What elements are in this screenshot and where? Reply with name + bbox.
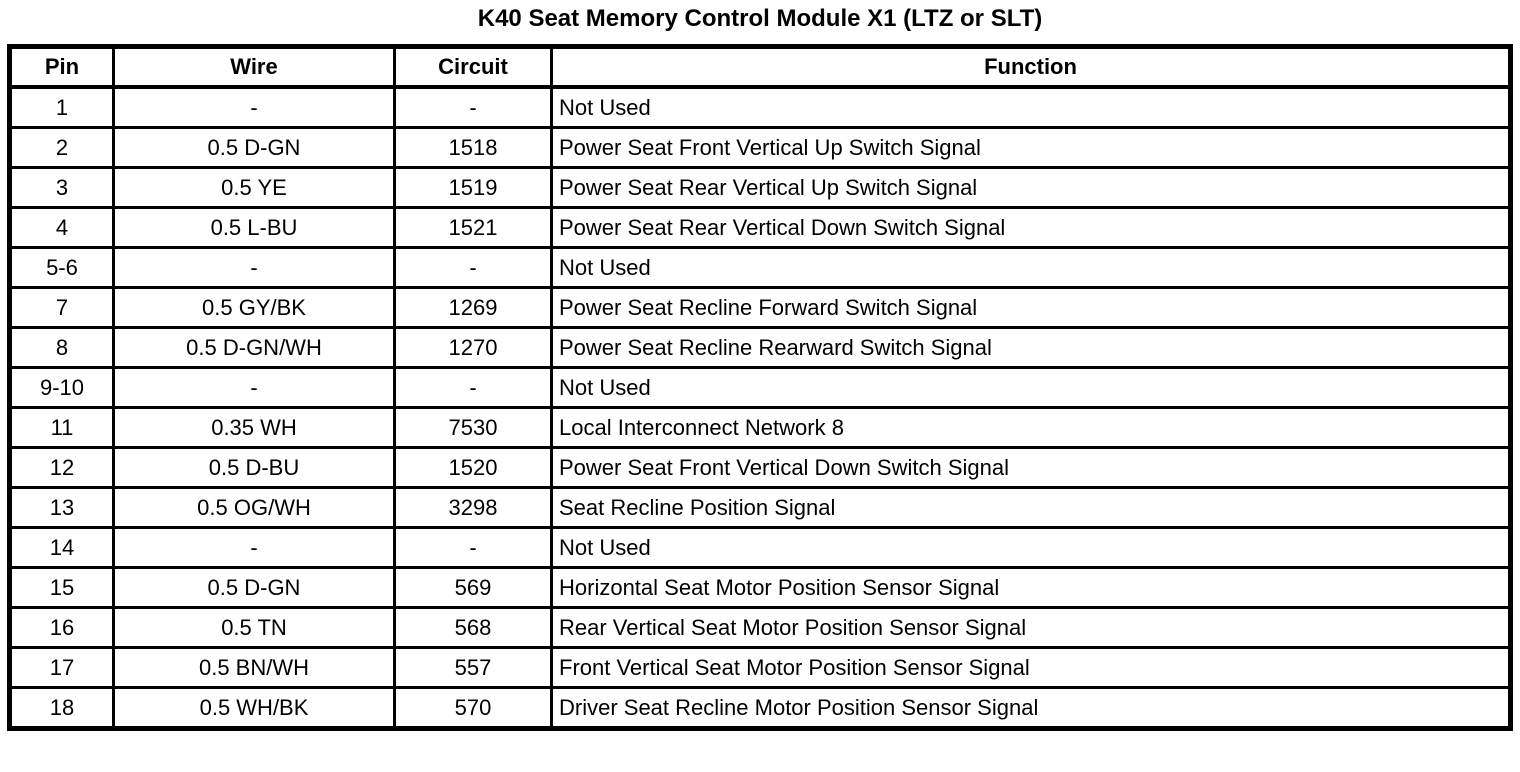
cell-pin: 18	[10, 688, 114, 729]
cell-function: Power Seat Recline Rearward Switch Signal	[552, 328, 1511, 368]
cell-circuit: 557	[395, 648, 552, 688]
cell-circuit: 569	[395, 568, 552, 608]
cell-circuit: 3298	[395, 488, 552, 528]
cell-wire: 0.5 WH/BK	[114, 688, 395, 729]
cell-pin: 1	[10, 87, 114, 128]
cell-function: Seat Recline Position Signal	[552, 488, 1511, 528]
cell-circuit: 1519	[395, 168, 552, 208]
cell-circuit: 568	[395, 608, 552, 648]
cell-function: Driver Seat Recline Motor Position Sensor Signal	[552, 688, 1511, 729]
cell-function: Not Used	[552, 528, 1511, 568]
table-row	[10, 368, 1511, 408]
cell-circuit: -	[395, 368, 552, 408]
column-header-pin: Pin	[10, 47, 114, 88]
pinout-table-body	[10, 87, 1511, 729]
column-header-circuit: Circuit	[395, 47, 552, 88]
cell-circuit: 7530	[395, 408, 552, 448]
table-row	[10, 328, 1511, 368]
column-header-function: Function	[552, 47, 1511, 88]
table-row	[10, 168, 1511, 208]
cell-circuit: -	[395, 248, 552, 288]
cell-wire: 0.5 BN/WH	[114, 648, 395, 688]
table-row	[10, 408, 1511, 448]
pinout-table	[7, 44, 1513, 731]
cell-wire: 0.5 D-GN/WH	[114, 328, 395, 368]
cell-pin: 2	[10, 128, 114, 168]
cell-wire: 0.5 D-GN	[114, 568, 395, 608]
header-row	[10, 47, 1511, 88]
cell-pin: 8	[10, 328, 114, 368]
cell-pin: 16	[10, 608, 114, 648]
cell-pin: 9-10	[10, 368, 114, 408]
table-header	[10, 47, 1511, 88]
cell-function: Local Interconnect Network 8	[552, 408, 1511, 448]
cell-pin: 7	[10, 288, 114, 328]
cell-function: Power Seat Recline Forward Switch Signal	[552, 288, 1511, 328]
cell-wire: 0.5 L-BU	[114, 208, 395, 248]
table-row	[10, 208, 1511, 248]
page-title: K40 Seat Memory Control Module X1 (LTZ or SLT)	[477, 5, 1043, 32]
table-row	[10, 288, 1511, 328]
cell-circuit: -	[395, 528, 552, 568]
table-row	[10, 87, 1511, 128]
cell-circuit: 1269	[395, 288, 552, 328]
cell-wire: -	[114, 248, 395, 288]
cell-function: Power Seat Front Vertical Up Switch Signal	[552, 128, 1511, 168]
cell-pin: 17	[10, 648, 114, 688]
table-row	[10, 528, 1511, 568]
cell-pin: 3	[10, 168, 114, 208]
cell-wire: 0.5 GY/BK	[114, 288, 395, 328]
cell-function: Power Seat Rear Vertical Down Switch Signal	[552, 208, 1511, 248]
column-header-wire: Wire	[114, 47, 395, 88]
table-row	[10, 648, 1511, 688]
cell-pin: 13	[10, 488, 114, 528]
cell-wire: 0.5 TN	[114, 608, 395, 648]
cell-wire: 0.5 YE	[114, 168, 395, 208]
cell-wire: -	[114, 87, 395, 128]
cell-function: Not Used	[552, 87, 1511, 128]
cell-circuit: 1520	[395, 448, 552, 488]
table-row	[10, 248, 1511, 288]
cell-function: Rear Vertical Seat Motor Position Sensor Signal	[552, 608, 1511, 648]
cell-wire: 0.35 WH	[114, 408, 395, 448]
cell-pin: 5-6	[10, 248, 114, 288]
cell-function: Front Vertical Seat Motor Position Sensor Signal	[552, 648, 1511, 688]
table-row	[10, 128, 1511, 168]
cell-circuit: 1521	[395, 208, 552, 248]
cell-function: Power Seat Front Vertical Down Switch Signal	[552, 448, 1511, 488]
table-row	[10, 448, 1511, 488]
cell-wire: 0.5 D-GN	[114, 128, 395, 168]
cell-wire: 0.5 D-BU	[114, 448, 395, 488]
cell-wire: 0.5 OG/WH	[114, 488, 395, 528]
cell-pin: 4	[10, 208, 114, 248]
table-row	[10, 568, 1511, 608]
cell-circuit: 570	[395, 688, 552, 729]
cell-circuit: -	[395, 87, 552, 128]
table-row	[10, 488, 1511, 528]
cell-function: Power Seat Rear Vertical Up Switch Signal	[552, 168, 1511, 208]
table-row	[10, 688, 1511, 729]
cell-circuit: 1270	[395, 328, 552, 368]
cell-wire: -	[114, 368, 395, 408]
cell-function: Not Used	[552, 248, 1511, 288]
cell-function: Horizontal Seat Motor Position Sensor Signal	[552, 568, 1511, 608]
cell-wire: -	[114, 528, 395, 568]
cell-pin: 15	[10, 568, 114, 608]
cell-circuit: 1518	[395, 128, 552, 168]
cell-function: Not Used	[552, 368, 1511, 408]
cell-pin: 11	[10, 408, 114, 448]
table-row	[10, 608, 1511, 648]
cell-pin: 12	[10, 448, 114, 488]
cell-pin: 14	[10, 528, 114, 568]
